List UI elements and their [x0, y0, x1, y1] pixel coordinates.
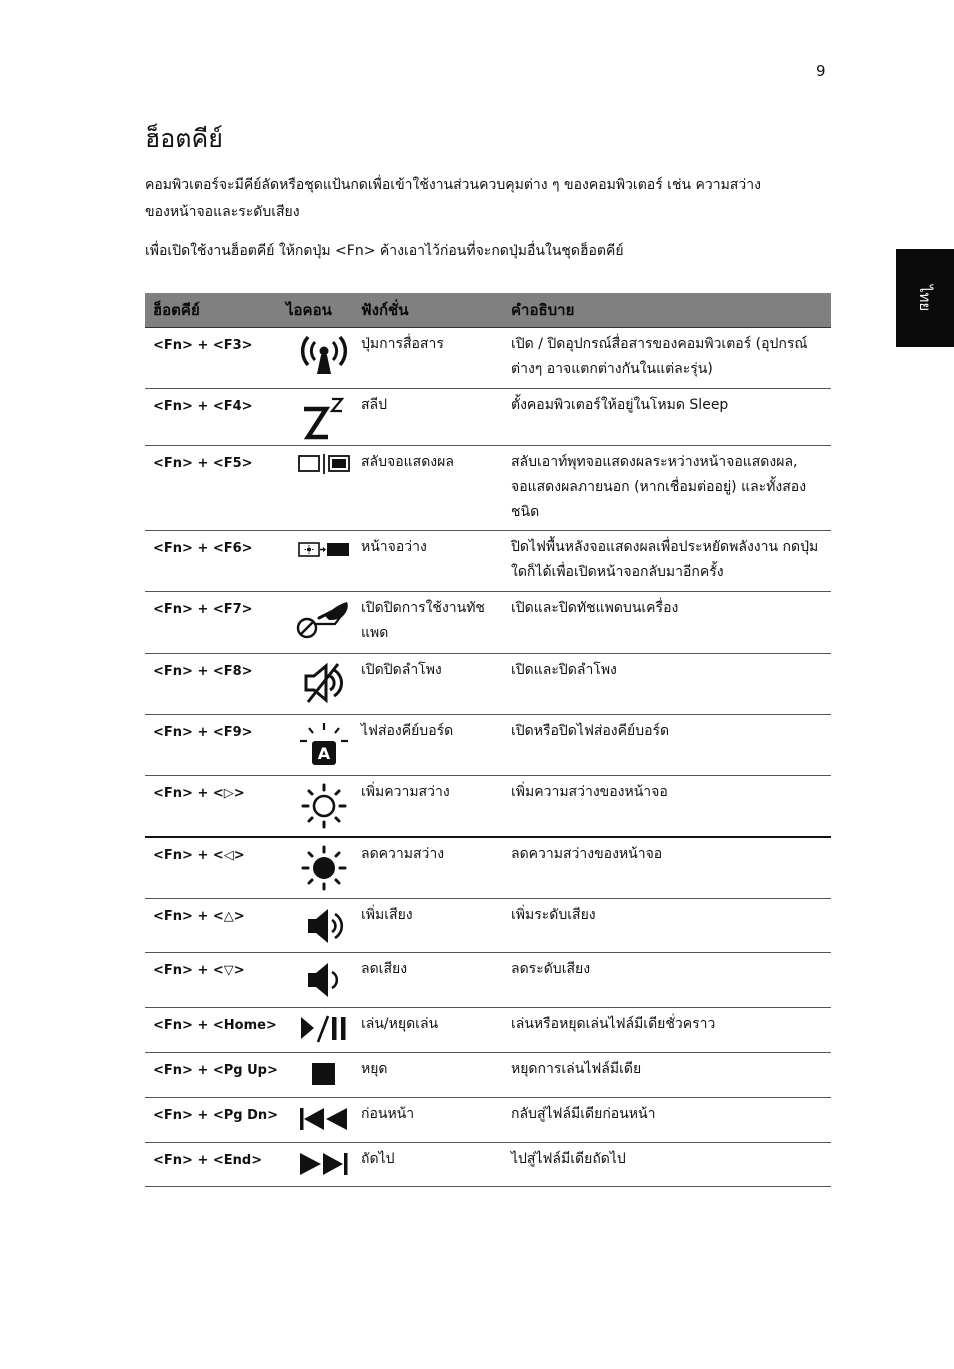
volume-up-icon	[302, 905, 346, 947]
hotkey-cell: <Fn> + <F6>	[153, 541, 253, 556]
description-cell: สลับเอาท์พุทจอแสดงผลระหว่างหน้าจอแสดงผล, จอแสดงผลภายนอก (หากเชื่อมต่ออยู่) และทั้งสองชนิด	[511, 454, 807, 520]
next-track-icon	[297, 1149, 351, 1179]
volume-down-icon	[302, 959, 346, 1001]
svg-text:A: A	[317, 744, 330, 763]
screen-blank-icon	[296, 537, 352, 561]
hotkey-cell: <Fn> + <◁>	[153, 848, 245, 863]
function-cell: เพิ่มเสียง	[361, 907, 413, 923]
function-cell: สลีป	[361, 397, 388, 413]
hotkey-cell: <Fn> + <F4>	[153, 399, 253, 414]
language-tab	[896, 249, 954, 347]
function-cell: เพิ่มความสว่าง	[361, 784, 450, 800]
table-row	[145, 1098, 831, 1143]
hotkey-cell: <Fn> + <F3>	[153, 338, 253, 353]
wireless-icon	[295, 334, 353, 378]
play-pause-icon	[298, 1014, 350, 1044]
header-hotkey: ฮ็อตคีย์	[153, 301, 200, 319]
table-row	[145, 531, 831, 592]
stop-icon	[298, 1059, 350, 1089]
hotkey-cell: <Fn> + <Home>	[153, 1018, 277, 1033]
keyboard-backlight-icon	[295, 721, 353, 767]
brightness-down-icon	[299, 844, 349, 892]
function-cell: ก่อนหน้า	[361, 1106, 415, 1122]
previous-track-icon	[297, 1104, 351, 1134]
function-cell: เปิดปิดการใช้งานทัชแพด	[361, 600, 485, 641]
brightness-up-icon	[299, 782, 349, 830]
description-cell: ตั้งคอมพิวเตอร์ให้อยู่ในโหมด Sleep	[511, 397, 729, 413]
table-row	[145, 838, 831, 899]
description-cell: เปิดและปิดทัชแพดบนเครื่อง	[511, 600, 679, 616]
function-cell: หยุด	[361, 1061, 388, 1077]
header-description: คำอธิบาย	[511, 301, 575, 319]
table-row	[145, 953, 831, 1008]
display-toggle-icon	[296, 452, 352, 476]
table-row	[145, 654, 831, 715]
hotkey-cell: <Fn> + <F7>	[153, 602, 253, 617]
hotkey-cell: <Fn> + <F8>	[153, 664, 253, 679]
function-cell: เปิดปิดลำโพง	[361, 662, 442, 678]
intro-paragraph: คอมพิวเตอร์จะมีคีย์ลัดหรือชุดแป้นกดเพื่อเข้าใช้งานส่วนควบคุมต่าง ๆ ของคอมพิวเตอร์ เช่น ความสว่างของหน้าจอและระดับเสียง	[145, 177, 761, 220]
table-header	[145, 293, 831, 328]
sleep-icon	[298, 395, 350, 443]
table-row	[145, 715, 831, 776]
function-cell: ถัดไป	[361, 1151, 395, 1167]
description-cell: ปิดไฟพื้นหลังจอแสดงผลเพื่อประหยัดพลังงาน กดปุ่มใดก็ได้เพื่อเปิดหน้าจอกลับมาอีกครั้ง	[511, 539, 819, 580]
description-cell: กลับสู่ไฟล์มีเดียก่อนหน้า	[511, 1106, 656, 1122]
hotkey-cell: <Fn> + <Pg Up>	[153, 1063, 278, 1078]
description-cell: เปิด / ปิดอุปกรณ์สื่อสารของคอมพิวเตอร์ (อุปกรณ์ต่างๆ อาจแตกต่างกันในแต่ละรุ่น)	[511, 336, 808, 377]
function-cell: สลับจอแสดงผล	[361, 454, 454, 470]
table-row	[145, 446, 831, 531]
header-function: ฟังก์ชั่น	[361, 301, 409, 319]
table-row	[145, 592, 831, 654]
function-cell: เล่น/หยุดเล่น	[361, 1016, 439, 1032]
description-cell: เปิดหรือปิดไฟส่องคีย์บอร์ด	[511, 723, 670, 739]
table-row	[145, 1143, 831, 1187]
hotkey-cell: <Fn> + <△>	[153, 909, 245, 924]
header-icon: ไอคอน	[286, 301, 332, 319]
description-cell: เปิดและปิดลำโพง	[511, 662, 617, 678]
table-row	[145, 1053, 831, 1098]
function-cell: ไฟส่องคีย์บอร์ด	[361, 723, 454, 739]
description-cell: เล่นหรือหยุดเล่นไฟล์มีเดียชั่วคราว	[511, 1016, 716, 1032]
hotkey-cell: <Fn> + <F5>	[153, 456, 253, 471]
function-cell: ลดความสว่าง	[361, 846, 445, 862]
table-row	[145, 776, 831, 838]
table-row	[145, 1008, 831, 1053]
touchpad-toggle-icon	[295, 598, 353, 640]
usage-note: เพื่อเปิดใช้งานฮ็อตคีย์ ให้กดปุ่ม <Fn> ค้างเอาไว้ก่อนที่จะกดปุ่มอื่นในชุดฮ็อตคีย์	[145, 243, 624, 259]
language-tab-label: ไทย	[916, 284, 934, 312]
page-title: ฮ็อตคีย์	[145, 124, 223, 153]
hotkey-cell: <Fn> + <End>	[153, 1153, 263, 1168]
description-cell: หยุดการเล่นไฟล์มีเดีย	[511, 1061, 642, 1077]
description-cell: ลดความสว่างของหน้าจอ	[511, 846, 663, 862]
description-cell: ไปสู่ไฟล์มีเดียถัดไป	[511, 1151, 626, 1167]
table-row	[145, 328, 831, 389]
hotkey-cell: <Fn> + <▷>	[153, 786, 245, 801]
hotkey-cell: <Fn> + <F9>	[153, 725, 253, 740]
hotkey-table	[145, 293, 831, 1187]
hotkey-cell: <Fn> + <Pg Dn>	[153, 1108, 279, 1123]
hotkey-cell: <Fn> + <▽>	[153, 963, 245, 978]
table-row	[145, 899, 831, 953]
function-cell: ลดเสียง	[361, 961, 408, 977]
speaker-toggle-icon	[298, 660, 350, 706]
function-cell: หน้าจอว่าง	[361, 539, 427, 555]
table-row	[145, 389, 831, 446]
description-cell: เพิ่มระดับเสียง	[511, 907, 596, 923]
description-cell: เพิ่มความสว่างของหน้าจอ	[511, 784, 668, 800]
page-number: 9	[816, 62, 826, 80]
description-cell: ลดระดับเสียง	[511, 961, 591, 977]
function-cell: ปุ่มการสื่อสาร	[361, 336, 444, 352]
